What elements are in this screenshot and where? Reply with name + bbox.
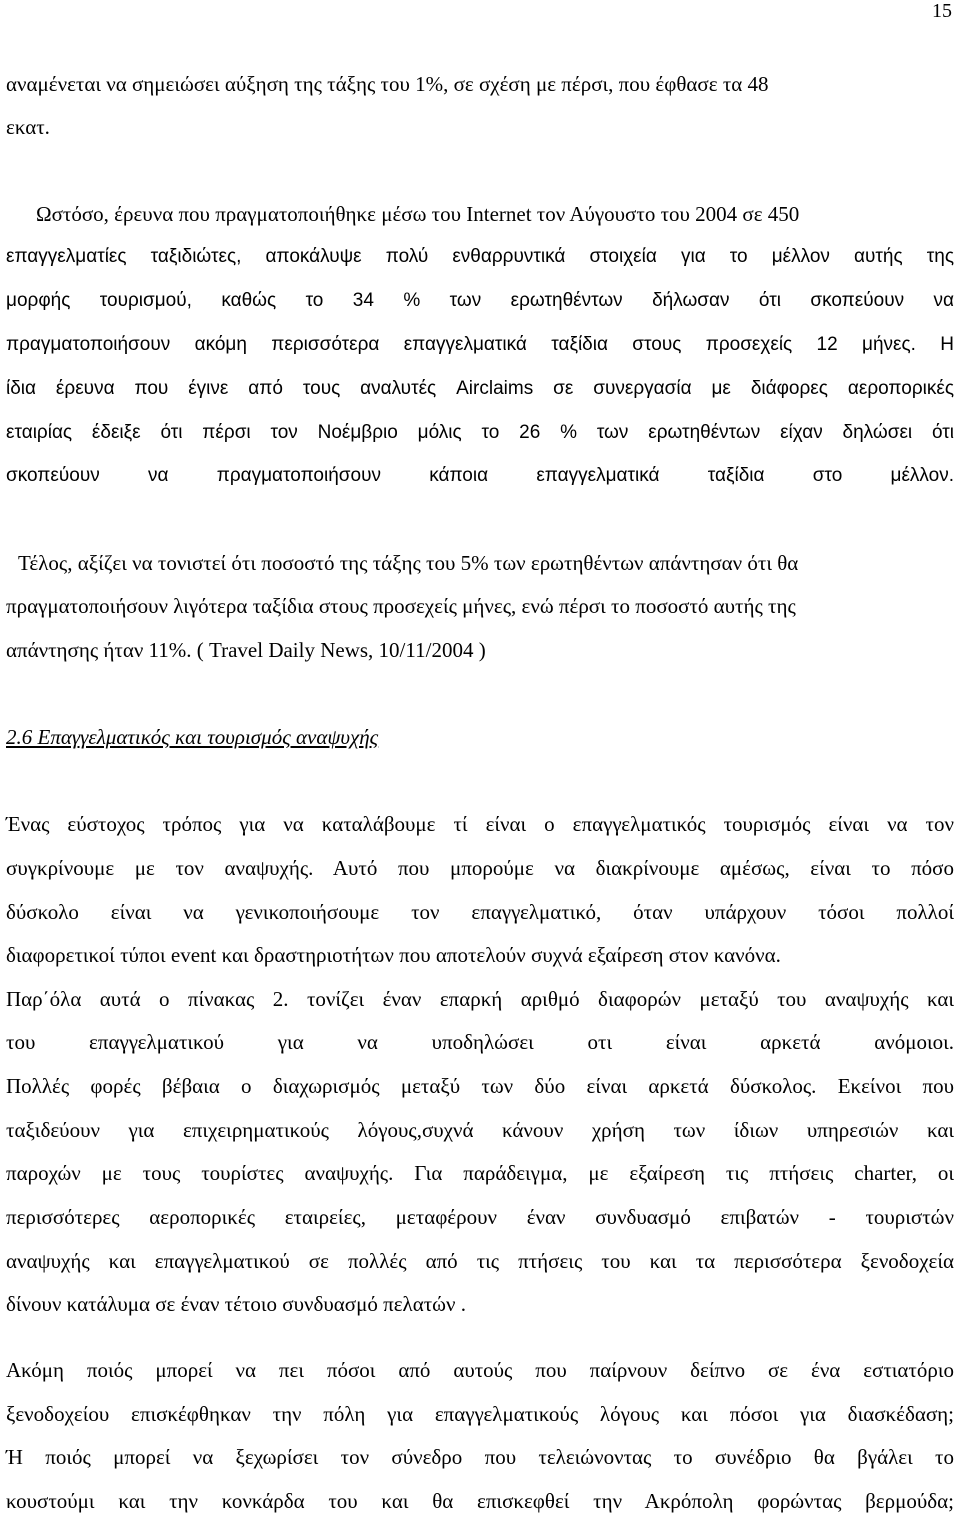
text-line: του επαγγελματικού για να υποδηλώσει οτι είναι αρκετά ανόμοιοι. <box>6 1030 954 1054</box>
text-line: συγκρίνουμε με τον αναψυχής. Αυτό που μπορούμε να διακρίνουμε αμέσως, είναι το πόσο <box>6 856 954 880</box>
text-line: διαφορετικοί τύποι event και δραστηριοτήτων που αποτελούν συχνά εξαίρεση στον κανόνα. <box>6 943 781 967</box>
text-line: παροχών με τους τουρίστες αναψυχής. Για παράδειγμα, με εξαίρεση τις πτήσεις charter, οι <box>6 1161 954 1185</box>
text-line: εκατ. <box>6 115 50 139</box>
text-line: αναψυχής και επαγγελματικού σε πολλές από τις πτήσεις του και τα περισσότερα ξενοδοχεία <box>6 1249 954 1273</box>
text-line: απάντησης ήταν 11%. ( Travel Daily News, 10/11/2004 ) <box>6 638 486 662</box>
text-line: Παρ΄όλα αυτά ο πίνακας 2. τονίζει έναν επαρκή αριθμό διαφορών μεταξύ του αναψυχής και <box>6 987 954 1011</box>
text-line: Ακόμη ποιός μπορεί να πει πόσοι από αυτούς που παίρνουν δείπνο σε ένα εστιατόριο <box>6 1358 954 1382</box>
text-line: δίνουν κατάλυμα σε έναν τέτοιο συνδυασμό πελατών . <box>6 1292 466 1316</box>
text-line: Ή ποιός μπορεί να ξεχωρίσει τον σύνεδρο που τελειώνοντας το συνέδριο θα βγάλει το <box>6 1445 954 1469</box>
text-line: Ένας εύστοχος τρόπος για να καταλάβουμε τί είναι ο επαγγελματικός τουρισμός είναι να τον <box>6 812 954 836</box>
text-line: Τέλος, αξίζει να τονιστεί ότι ποσοστό της τάξης του 5% των ερωτηθέντων απάντησαν ότι θα <box>18 551 799 575</box>
text-line: Πολλές φορές βέβαια ο διαχωρισμός μεταξύ των δύο είναι αρκετά δύσκολος. Εκείνοι που <box>6 1074 954 1098</box>
text-line: αναμένεται να σημειώσει αύξηση της τάξης του 1%, σε σχέση με πέρσι, που έφθασε τα 48 <box>6 72 769 96</box>
text-line: Ωστόσο, έρευνα που πραγματοποιήθηκε μέσω του Internet τον Αύγουστο του 2004 σε 450 <box>36 202 800 226</box>
text-line: επαγγελματίες ταξιδιώτες, αποκάλυψε πολύ ενθαρρυντικά στοιχεία για το μέλλον αυτής της <box>6 246 954 267</box>
text-line: περισσότερες αεροπορικές εταιρείες, μεταφέρουν έναν συνδυασμό επιβατών - τουριστών <box>6 1205 954 1229</box>
text-line: ξενοδοχείου επισκέφθηκαν την πόλη για επαγγελματικούς λόγους και πόσοι για διασκέδαση; <box>6 1402 954 1426</box>
text-line: εταιρίας έδειξε ότι πέρσι τον Νοέμβριο μόλις το 26 % των ερωτηθέντων είχαν δηλώσει ότι <box>6 422 954 443</box>
text-line: πραγματοποιήσουν λιγότερα ταξίδια στους προσεχείς μήνες, ενώ πέρσι το ποσοστό αυτής της <box>6 594 796 618</box>
text-line: σκοπεύουν να πραγματοποιήσουν κάποια επαγγελματικά ταξίδια στο μέλλον. <box>6 465 954 486</box>
text-line: δύσκολο είναι να γενικοποιήσουμε τον επαγγελματικό, όταν υπάρχουν τόσοι πολλοί <box>6 900 954 924</box>
text-line: ίδια έρευνα που έγινε από τους αναλυτές Airclaims σε συνεργασία με διάφορες αεροπορικές <box>6 378 954 399</box>
page-number: 15 <box>932 0 952 22</box>
text-line: μορφής τουρισμού, καθώς το 34 % των ερωτηθέντων δήλωσαν ότι σκοπεύουν να <box>6 290 954 311</box>
section-heading: 2.6 Επαγγελματικός και τουρισμός αναψυχής <box>6 725 379 749</box>
text-line: πραγματοποιήσουν ακόμη περισσότερα επαγγελματικά ταξίδια στους προσεχείς 12 μήνες. Η <box>6 334 954 355</box>
text-line: κουστούμι και την κονκάρδα του και θα επισκεφθεί την Ακρόπολη φορώντας βερμούδα; <box>6 1489 954 1513</box>
text-line: ταξιδεύουν για επιχειρηματικούς λόγους,συχνά κάνουν χρήση των ίδιων υπηρεσιών και <box>6 1118 954 1142</box>
